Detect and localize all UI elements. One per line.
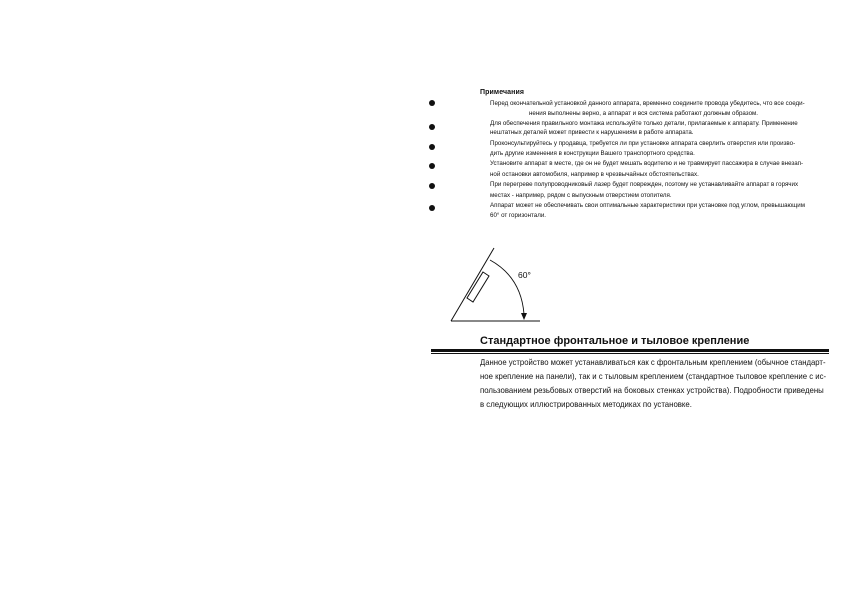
note-line: 60° от горизонтали. — [490, 212, 547, 219]
note-line: нештатных деталей может привести к нарушениям в работе аппарата. — [490, 129, 694, 136]
bullet-2 — [429, 124, 435, 130]
body-paragraph-line: Данное устройство может устанавливаться как с фронтальным креплением (обычное стандарт- — [480, 358, 826, 367]
angle-arc — [490, 260, 524, 314]
note-line: нения выполнены верно, а аппарат и вся система работают должным образом. — [529, 110, 758, 117]
body-paragraph-line: в следующих иллюстрированных методиках по установке. — [480, 400, 692, 409]
note-line: Установите аппарат в месте, где он не будет мешать водителю и не травмирует пассажира в случае внезап- — [490, 160, 804, 167]
unit-rectangle — [467, 272, 489, 302]
mounting-angle-diagram — [448, 244, 548, 331]
inclined-mount-line — [451, 248, 494, 321]
notes-heading: Примечания — [480, 89, 525, 96]
note-line: Проконсультируйтесь у продавца, требуется ли при установке аппарата сверлить отверстия или произво- — [490, 140, 796, 147]
angle-label: 60° — [518, 270, 531, 280]
note-line: При перегреве полупроводниковый лазер будет поврежден, поэтому не устанавливайте аппарат в горячих — [490, 181, 799, 188]
section-title: Стандартное фронтальное и тыловое крепление — [480, 335, 750, 347]
note-line: местах - например, рядом с выпускным отверстием отопителя. — [490, 192, 672, 199]
note-line: Аппарат может не обеспечивать свои оптимальные характеристики при установке под углом, превышающим — [490, 202, 805, 209]
bullet-6 — [429, 205, 435, 211]
note-line: Для обеспечения правильного монтажа используйте только детали, прилагаемые к аппарату. Применение — [490, 120, 798, 127]
section-rule-thin — [431, 353, 829, 354]
bullet-5 — [429, 183, 435, 189]
note-line: ной остановки автомобиля, например в чрезвычайных обстоятельствах. — [490, 171, 699, 178]
note-line: Перед окончательной установкой данного аппарата, временно соедините провода убедитесь, что все соеди- — [490, 100, 805, 107]
bullet-3 — [429, 144, 435, 150]
note-line: дить другие изменения в конструкции Вашего транспортного средства. — [490, 150, 695, 157]
bullet-4 — [429, 163, 435, 169]
body-paragraph-line: пользованием резьбовых отверстий на боковых стенках устройства). Подробности приведены — [480, 386, 824, 395]
bullet-1 — [429, 100, 435, 106]
section-rule-thick — [431, 349, 829, 352]
arc-arrowhead — [521, 313, 527, 320]
body-paragraph-line: ное крепление на панели), так и с тыловым креплением (стандартное тыловое крепление с ис- — [480, 372, 827, 381]
